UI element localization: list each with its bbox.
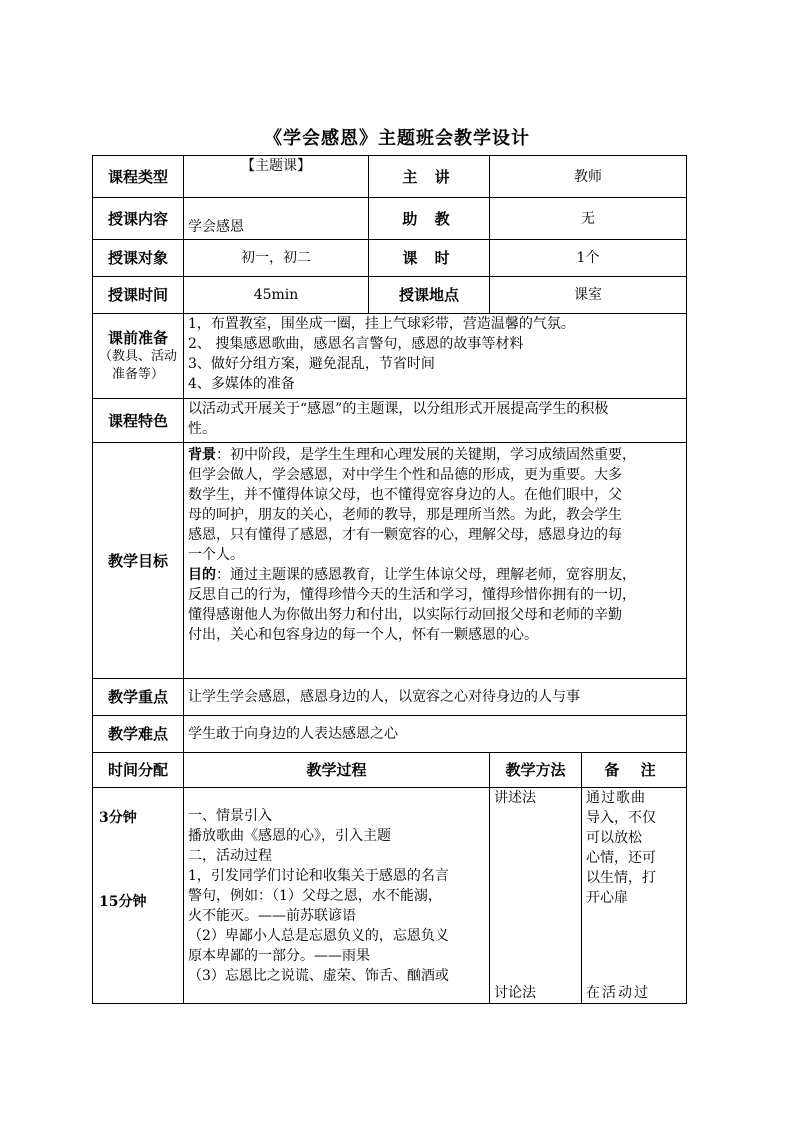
time-1: 3分钟 — [99, 810, 137, 826]
process-line: 二，活动过程 — [188, 848, 272, 864]
goal-bg-line: 数学生，并不懂得体谅父母，也不懂得宽容身边的人。在他们眼中，父 — [188, 487, 622, 503]
process-line: （2）卑鄙小人总是忘恩负义的，忘恩负义 — [188, 928, 449, 944]
method-cell — [490, 788, 582, 1004]
note-line: 导入，不仅 — [586, 810, 656, 826]
time-allocation — [93, 788, 184, 1004]
header-time: 时间分配 — [93, 753, 184, 788]
process-content — [184, 788, 490, 1004]
value-course-type: 【主题课】 — [184, 156, 369, 198]
process-line: 警句，例如：（1）父母之恩，水不能溺， — [188, 888, 442, 904]
note-2: 在活动过 — [586, 985, 650, 1001]
goal-aim-line: 懂得感谢他人为你做出努力和付出，以实际行动回报父母和老师的辛勤 — [188, 607, 622, 623]
label-prep — [93, 314, 184, 399]
goal-bg-line: 母的呵护，朋友的关心，老师的教导，那是理所当然。为此，教会学生 — [188, 507, 622, 523]
goal-aim-line: 付出，关心和包容身边的每一个人，怀有一颗感恩的心。 — [188, 627, 538, 643]
method-2: 讨论法 — [494, 985, 536, 1001]
note-line: 心情，还可 — [586, 850, 656, 866]
row-course-type — [93, 156, 687, 198]
lesson-plan-table — [92, 155, 687, 1004]
label-assistant: 助 教 — [369, 198, 490, 240]
process-line: 原本卑鄙的一部分。——雨果 — [188, 948, 370, 964]
row-key — [93, 679, 687, 716]
label-difficulty: 教学难点 — [93, 716, 184, 753]
row-content — [93, 198, 687, 240]
row-process-header — [93, 753, 687, 788]
value-location: 课室 — [490, 277, 687, 314]
value-lecturer: 教师 — [490, 156, 687, 198]
goal-bg-label: 背景 — [188, 447, 216, 463]
value-feature — [184, 399, 687, 443]
note-line: 开心扉 — [586, 890, 628, 906]
label-course-type: 课程类型 — [93, 156, 184, 198]
value-assistant: 无 — [490, 198, 687, 240]
note-line: 可以放松 — [586, 830, 642, 846]
label-key: 教学重点 — [93, 679, 184, 716]
label-content: 授课内容 — [93, 198, 184, 240]
row-process-body — [93, 788, 687, 1004]
page-title: 《学会感恩》主题班会教学设计 — [264, 128, 530, 149]
method-1: 讲述法 — [494, 790, 536, 806]
goal-bg-line: 一个人。 — [188, 547, 244, 563]
label-prep-title: 课前准备 — [107, 329, 168, 347]
prep-line: 2、 搜集感恩歌曲，感恩名言警句，感恩的故事等材料 — [188, 336, 524, 352]
goal-aim-line: 反思自己的行为，懂得珍惜今天的生活和学习，懂得珍惜你拥有的一切， — [188, 587, 636, 603]
value-target: 初一，初二 — [184, 240, 369, 277]
row-difficulty — [93, 716, 687, 753]
label-time: 授课时间 — [93, 277, 184, 314]
label-feature: 课程特色 — [93, 399, 184, 443]
value-periods: 1个 — [490, 240, 687, 277]
header-method: 教学方法 — [490, 753, 582, 788]
label-periods: 课 时 — [369, 240, 490, 277]
note-line: 以生情，打 — [586, 870, 656, 886]
label-prep-sub: （教具、活动准备等） — [98, 349, 177, 382]
value-time: 45min — [184, 277, 369, 314]
row-target — [93, 240, 687, 277]
goal-bg-line: ：初中阶段，是学生生理和心理发展的关键期，学习成绩固然重要， — [216, 447, 636, 463]
process-line: 播放歌曲《感恩的心》，引入主题 — [188, 828, 391, 844]
row-time — [93, 277, 687, 314]
value-content: 学会感恩 — [184, 198, 369, 240]
row-feature — [93, 399, 687, 443]
prep-line: 4、多媒体的准备 — [188, 376, 295, 392]
process-line: （3）忘恩比之说谎、虚荣、饰舌、酗酒或 — [188, 968, 449, 984]
prep-line: 3、做好分组方案，避免混乱，节省时间 — [188, 356, 435, 372]
header-process: 教学过程 — [184, 753, 490, 788]
note-cell — [582, 788, 687, 1004]
process-line: 一、情景引入 — [188, 808, 272, 824]
header-note: 备 注 — [582, 753, 687, 788]
label-target: 授课对象 — [93, 240, 184, 277]
value-goal — [184, 443, 687, 679]
goal-bg-line: 感恩，只有懂得了感恩，才有一颗宽容的心，理解父母，感恩身边的每 — [188, 527, 622, 543]
value-prep — [184, 314, 687, 399]
label-lecturer: 主 讲 — [369, 156, 490, 198]
time-2: 15分钟 — [99, 894, 147, 910]
value-key: 让学生学会感恩，感恩身边的人，以宽容之心对待身边的人与事 — [184, 679, 687, 716]
goal-aim-label: 目的 — [188, 567, 216, 583]
goal-bg-line: 但学会做人，学会感恩，对中学生个性和品德的形成，更为重要。大多 — [188, 467, 622, 483]
value-difficulty: 学生敢于向身边的人表达感恩之心 — [184, 716, 687, 753]
goal-aim-line: ：通过主题课的感恩教育，让学生体谅父母，理解老师，宽容朋友， — [216, 567, 636, 583]
note-line: 通过歌曲 — [586, 790, 646, 806]
feature-line: 以活动式开展关于“感恩”的主题课，以分组形式开展提高学生的积极 — [188, 401, 609, 417]
label-goal: 教学目标 — [93, 443, 184, 679]
feature-line: 性。 — [188, 421, 216, 437]
row-prep — [93, 314, 687, 399]
process-line: 1，引发同学们讨论和收集关于感恩的名言 — [188, 868, 449, 884]
prep-line: 1，布置教室，围坐成一圈，挂上气球彩带，营造温馨的气氛。 — [188, 316, 575, 332]
row-goal — [93, 443, 687, 679]
process-line: 火不能灭。——前苏联谚语 — [188, 908, 356, 924]
label-location: 授课地点 — [369, 277, 490, 314]
